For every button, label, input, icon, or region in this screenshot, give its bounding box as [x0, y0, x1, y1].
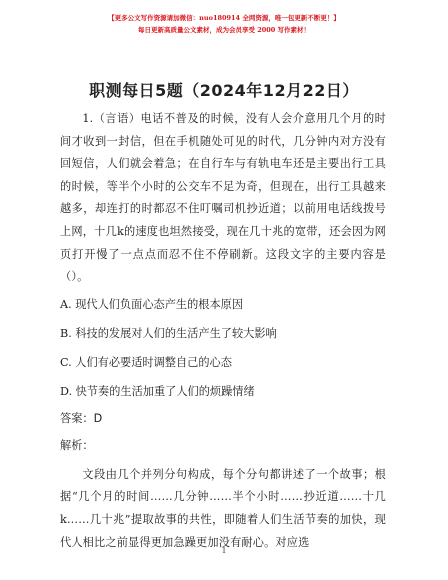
analysis-text: 文段由几个并列分句构成，每个分句都讲述了一个故事；根据“几个月的时间……几分钟……半个小时……抄近道……十几k……几十兆”提取故事的共性，即随着人们生活节奏的加快，现代人相比之前显得更加急躁更加没有耐心。对应选 — [60, 467, 386, 549]
answer-line: 答案：D — [60, 411, 103, 425]
promo-line-1: 【更多公文写作资源请加微信：nuo180914 全网资源，唯一包更新不断更！】 — [108, 14, 340, 22]
promo-header — [0, 12, 448, 36]
option-d: D. 快节奏的生活加重了人们的烦躁情绪 — [60, 384, 255, 398]
option-b: B. 科技的发展对人们的生活产生了较大影响 — [60, 326, 277, 340]
promo-line-2: 每日更新高质量公文素材，成为会员享受 2000 写作素材！ — [137, 26, 311, 34]
question-text: 1.（言语）电话不普及的时候，没有人会介意用几个月的时间才收到一封信，但在手机随处可见的时代，几分钟内对方没有回短信，人们就会着急；在自行车与有轨电车还是主要出行工具的时候，等半个小时的公交车不足为奇，但现在，出行工具越来越多，却连打的时都忍不住叮嘱司机抄近道；以前用电话线拨号上网，十几k的速度也坦然接受，现在几十兆的宽带，还会因为网页打开慢了一点点而忍不住不停刷新。这段文字的主要内容是（）。 — [60, 112, 386, 284]
page-title: 职测每日5题（2024年12月22日） — [89, 81, 359, 100]
page-number: 1 — [221, 546, 227, 555]
analysis-label: 解析： — [60, 438, 94, 452]
option-c: C. 人们有必要适时调整自己的心态 — [60, 355, 232, 369]
option-a: A. 现代人们负面心态产生的根本原因 — [60, 297, 244, 311]
document-body — [60, 108, 386, 554]
